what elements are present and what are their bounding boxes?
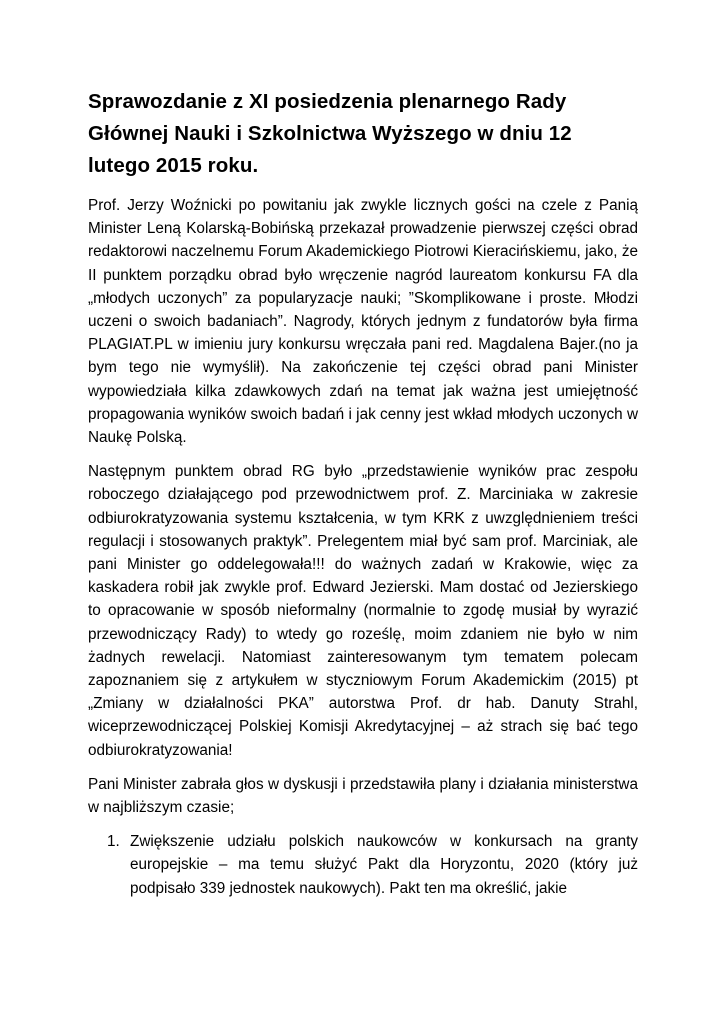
document-title: Sprawozdanie z XI posiedzenia plenarnego Rady Głównej Nauki i Szkolnictwa Wyższego w dniu 12 lutego 2015 roku. xyxy=(88,90,572,177)
plans-list xyxy=(88,830,638,900)
paragraph-rg-agenda: Następnym punktem obrad RG było „przedstawienie wyników prac zespołu roboczego działającego pod przewodnictwem prof. Z. Marciniaka w zakresie odbiurokratyzowania systemu kształcenia, w tym KRK z uwzględnieniem treści regulacji i stosowanych praktyk”. Prelegentem miał być sam prof. Marciniak, ale pani Minister go oddelegowała!!! do ważnych zadań w Krakowie, więc za kaskadera robił jak zwykle prof. Edward Jezierski. Mam dostać od Jezierskiego to opracowanie w sposób nieformalny (normalnie to zgodę musiał by wyrazić przewodniczący Rady) to wtedy go roześlę, moim zdaniem nie było w nim żadnych rewelacji. Natomiast zainteresowanym tym tematem polecam zapoznaniem się z artykułem w styczniowym Forum Akademickim (2015) pt „Zmiany w działalności PKA” autorstwa Prof. dr hab. Danuty Strahl, wiceprzewodniczącej Polskiej Komisji Akredytacyjnej – aż strach się bać tego odbiurokratyzowania! xyxy=(88,463,638,759)
paragraph-minister-plans: Pani Minister zabrała głos w dyskusji i przedstawiła plany i działania ministerstwa w najbliższym czasie; xyxy=(88,775,638,817)
list-item-number: 1. xyxy=(107,833,120,851)
list-item xyxy=(88,830,638,900)
paragraph-opening: Prof. Jerzy Woźnicki po powitaniu jak zwykle licznych gości na czele z Panią Minister Leną Kolarską-Bobińską przekazał prowadzenie pierwszej części obrad redaktorowi naczelnemu Forum Akademickiego Piotrowi Kieracińskiemu, jako, że II punktem porządku obrad było wręczenie nagród laureatom konkursu FA dla „młodych uczonych” za popularyzacje nauki; ”Skomplikowane i proste. Młodzi uczeni o swoich badaniach”. Nagrody, których jednym z fundatorów była firma PLAGIAT.PL w imieniu jury konkursu wręczała pani red. Magdalena Bajer.(no ja bym tego nie wymyślił). Na zakończenie tej części obrad pani Minister wypowiedziała kilka zdawkowych zdań na temat jak ważna jest umiejętność propagowania wyników swoich badań i jak cenny jest wkład młodych uczonych w Naukę Polską. xyxy=(88,197,638,447)
list-item-text: Zwiększenie udziału polskich naukowców w konkursach na granty europejskie – ma temu służyć Pakt dla Horyzontu, 2020 (który już podpisało 339 jednostek naukowych). Pakt ten ma określić, jakie xyxy=(130,833,638,897)
document-page xyxy=(88,86,638,900)
